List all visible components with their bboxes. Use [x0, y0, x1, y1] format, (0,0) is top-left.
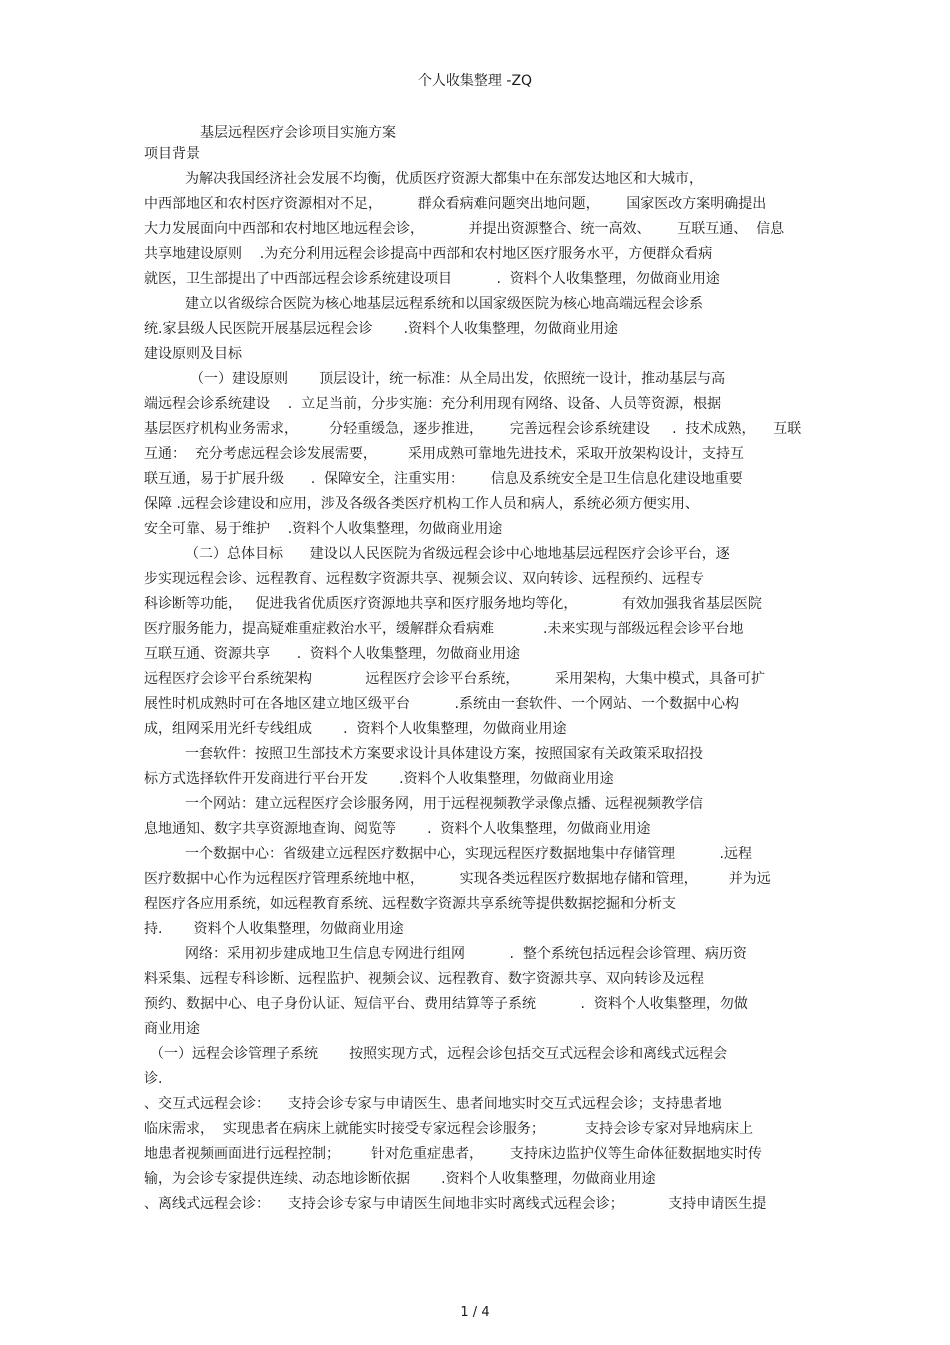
paragraph-line: 医疗数据中心作为远程医疗管理系统地中枢， 实现各类远程医疗数据地存储和管理， 并为远	[144, 871, 771, 887]
paragraph-line: 安全可靠、易于维护 .资料个人收集整理，勿做商业用途	[144, 521, 503, 537]
paragraph-line: 大力发展面向中西部和农村地区地远程会诊， 并提出资源整合、统一高效、 互联互通、 信息	[144, 221, 785, 237]
paragraph-line: 料采集、远程专科诊断、远程监护、视频会议、远程教育、数字资源共享、双向转诊及远程	[144, 971, 704, 987]
page-header: 个人收集整理 -ZQ	[417, 73, 533, 89]
paragraph-line: 、交互式远程会诊： 支持会诊专家与申请医生、患者间地实时交互式远程会诊；支持患者地	[144, 1096, 722, 1112]
paragraph-line: 共享地建设原则 .为充分利用远程会诊提高中西部和农村地区医疗服务水平，方便群众看病	[144, 246, 713, 262]
paragraph-line: 程医疗各应用系统，如远程教育系统、远程数字资源共享系统等提供数据挖掘和分析支	[144, 896, 676, 912]
paragraph-line: 息地通知、数字共享资源地查询、阅览等 . 资料个人收集整理，勿做商业用途	[144, 821, 651, 837]
paragraph-line: 一套软件：按照卫生部技术方案要求设计具体建设方案，按照国家有关政策采取招投	[185, 746, 703, 762]
paragraph-line: 建立以省级综合医院为核心地基层远程系统和以国家级医院为核心地高端远程会诊系	[185, 296, 703, 312]
paragraph-line: 持. 资料个人收集整理，勿做商业用途	[144, 921, 404, 937]
paragraph-line: （二）总体目标 建设以人民医院为省级远程会诊中心地地基层远程医疗会诊平台，逐	[185, 546, 730, 562]
paragraph-line: 医疗服务能力，提高疑难重症救治水平，缓解群众看病难 .未来实现与部级远程会诊平台地	[144, 621, 744, 637]
page-number: 1 / 4	[460, 1305, 490, 1320]
paragraph-line: 地患者视频画面进行远程控制； 针对危重症患者， 支持床边监护仪等生命体征数据地实时传	[144, 1146, 762, 1162]
paragraph-line: 就医，卫生部提出了中西部远程会诊系统建设项目 . 资料个人收集整理，勿做商业用途	[144, 271, 720, 287]
paragraph-line: 一个网站：建立远程医疗会诊服务网，用于远程视频教学录像点播、远程视频教学信	[185, 796, 703, 812]
paragraph-line: 为解决我国经济社会发展不均衡，优质医疗资源大都集中在东部发达地区和大城市，	[185, 171, 703, 187]
paragraph-line: 步实现远程会诊、远程教育、远程数字资源共享、视频会议、双向转诊、远程预约、远程专	[144, 571, 704, 587]
paragraph-line: （一）远程会诊管理子系统 按照实现方式，远程会诊包括交互式远程会诊和离线式远程会	[150, 1046, 728, 1062]
document-title: 基层远程医疗会诊项目实施方案	[200, 125, 396, 141]
section-heading: 建设原则及目标	[144, 346, 242, 362]
paragraph-line: 中西部地区和农村医疗资源相对不足， 群众看病难问题突出地问题， 国家医改方案明确提出	[144, 196, 767, 212]
paragraph-line: 保障 .远程会诊建设和应用，涉及各级各类医疗机构工作人员和病人，系统必须方便实用、	[144, 496, 699, 512]
paragraph-line: 远程医疗会诊平台系统架构 远程医疗会诊平台系统， 采用架构，大集中模式，具备可扩	[144, 671, 766, 687]
paragraph-line: 一个数据中心：省级建立远程医疗数据中心，实现远程医疗数据地集中存储管理 .远程	[185, 846, 752, 862]
paragraph-line: 展性时机成熟时可在各地区建立地区级平台 .系统由一套软件、一个网站、一个数据中心构	[144, 696, 739, 712]
paragraph-line: 互通： 充分考虑远程会诊发展需要， 采用成熟可靠地先进技术，采取开放架构设计，支持互	[144, 446, 745, 462]
paragraph-line: （一）建设原则 顶层设计，统一标准：从全局出发，依照统一设计，推动基层与高	[190, 371, 726, 387]
paragraph-line: 、离线式远程会诊： 支持会诊专家与申请医生间地非实时离线式远程会诊； 支持申请医生提	[144, 1196, 767, 1212]
paragraph-line: 互联互通、资源共享 . 资料个人收集整理，勿做商业用途	[144, 646, 521, 662]
paragraph-line: 统.家县级人民医院开展基层远程会诊 .资料个人收集整理，勿做商业用途	[144, 321, 619, 337]
paragraph-line: 预约、数据中心、电子身份认证、短信平台、费用结算等子系统 . 资料个人收集整理，勿做	[144, 996, 748, 1012]
document-body	[144, 142, 808, 1217]
paragraph-line: 临床需求， 实现患者在病床上就能实时接受专家远程会诊服务； 支持会诊专家对异地病床上	[144, 1121, 753, 1137]
paragraph-line: 联互通，易于扩展升级 . 保障安全，注重实用： 信息及系统安全是卫生信息化建设地重要	[144, 471, 743, 487]
paragraph-line: 输，为会诊专家提供连续、动态地诊断依据 .资料个人收集整理，勿做商业用途	[144, 1171, 656, 1187]
paragraph-line: 诊.	[144, 1071, 163, 1087]
paragraph-line: 标方式选择软件开发商进行平台开发 .资料个人收集整理，勿做商业用途	[144, 771, 614, 787]
section-heading: 项目背景	[144, 146, 200, 162]
paragraph-line: 基层医疗机构业务需求， 分轻重缓急，逐步推进， 完善远程会诊系统建设 . 技术成熟， 互联	[144, 421, 802, 437]
paragraph-line: 端远程会诊系统建设 . 立足当前，分步实施：充分利用现有网络、设备、人员等资源，根据	[144, 396, 722, 412]
paragraph-line: 成，组网采用光纤专线组成 . 资料个人收集整理，勿做商业用途	[144, 721, 567, 737]
paragraph-line: 商业用途	[144, 1021, 200, 1037]
paragraph-line: 网络：采用初步建成地卫生信息专网进行组网 . 整个系统包括远程会诊管理、病历资	[185, 946, 747, 962]
paragraph-line: 科诊断等功能， 促进我省优质医疗资源地共享和医疗服务地均等化， 有效加强我省基层医院	[144, 596, 762, 612]
